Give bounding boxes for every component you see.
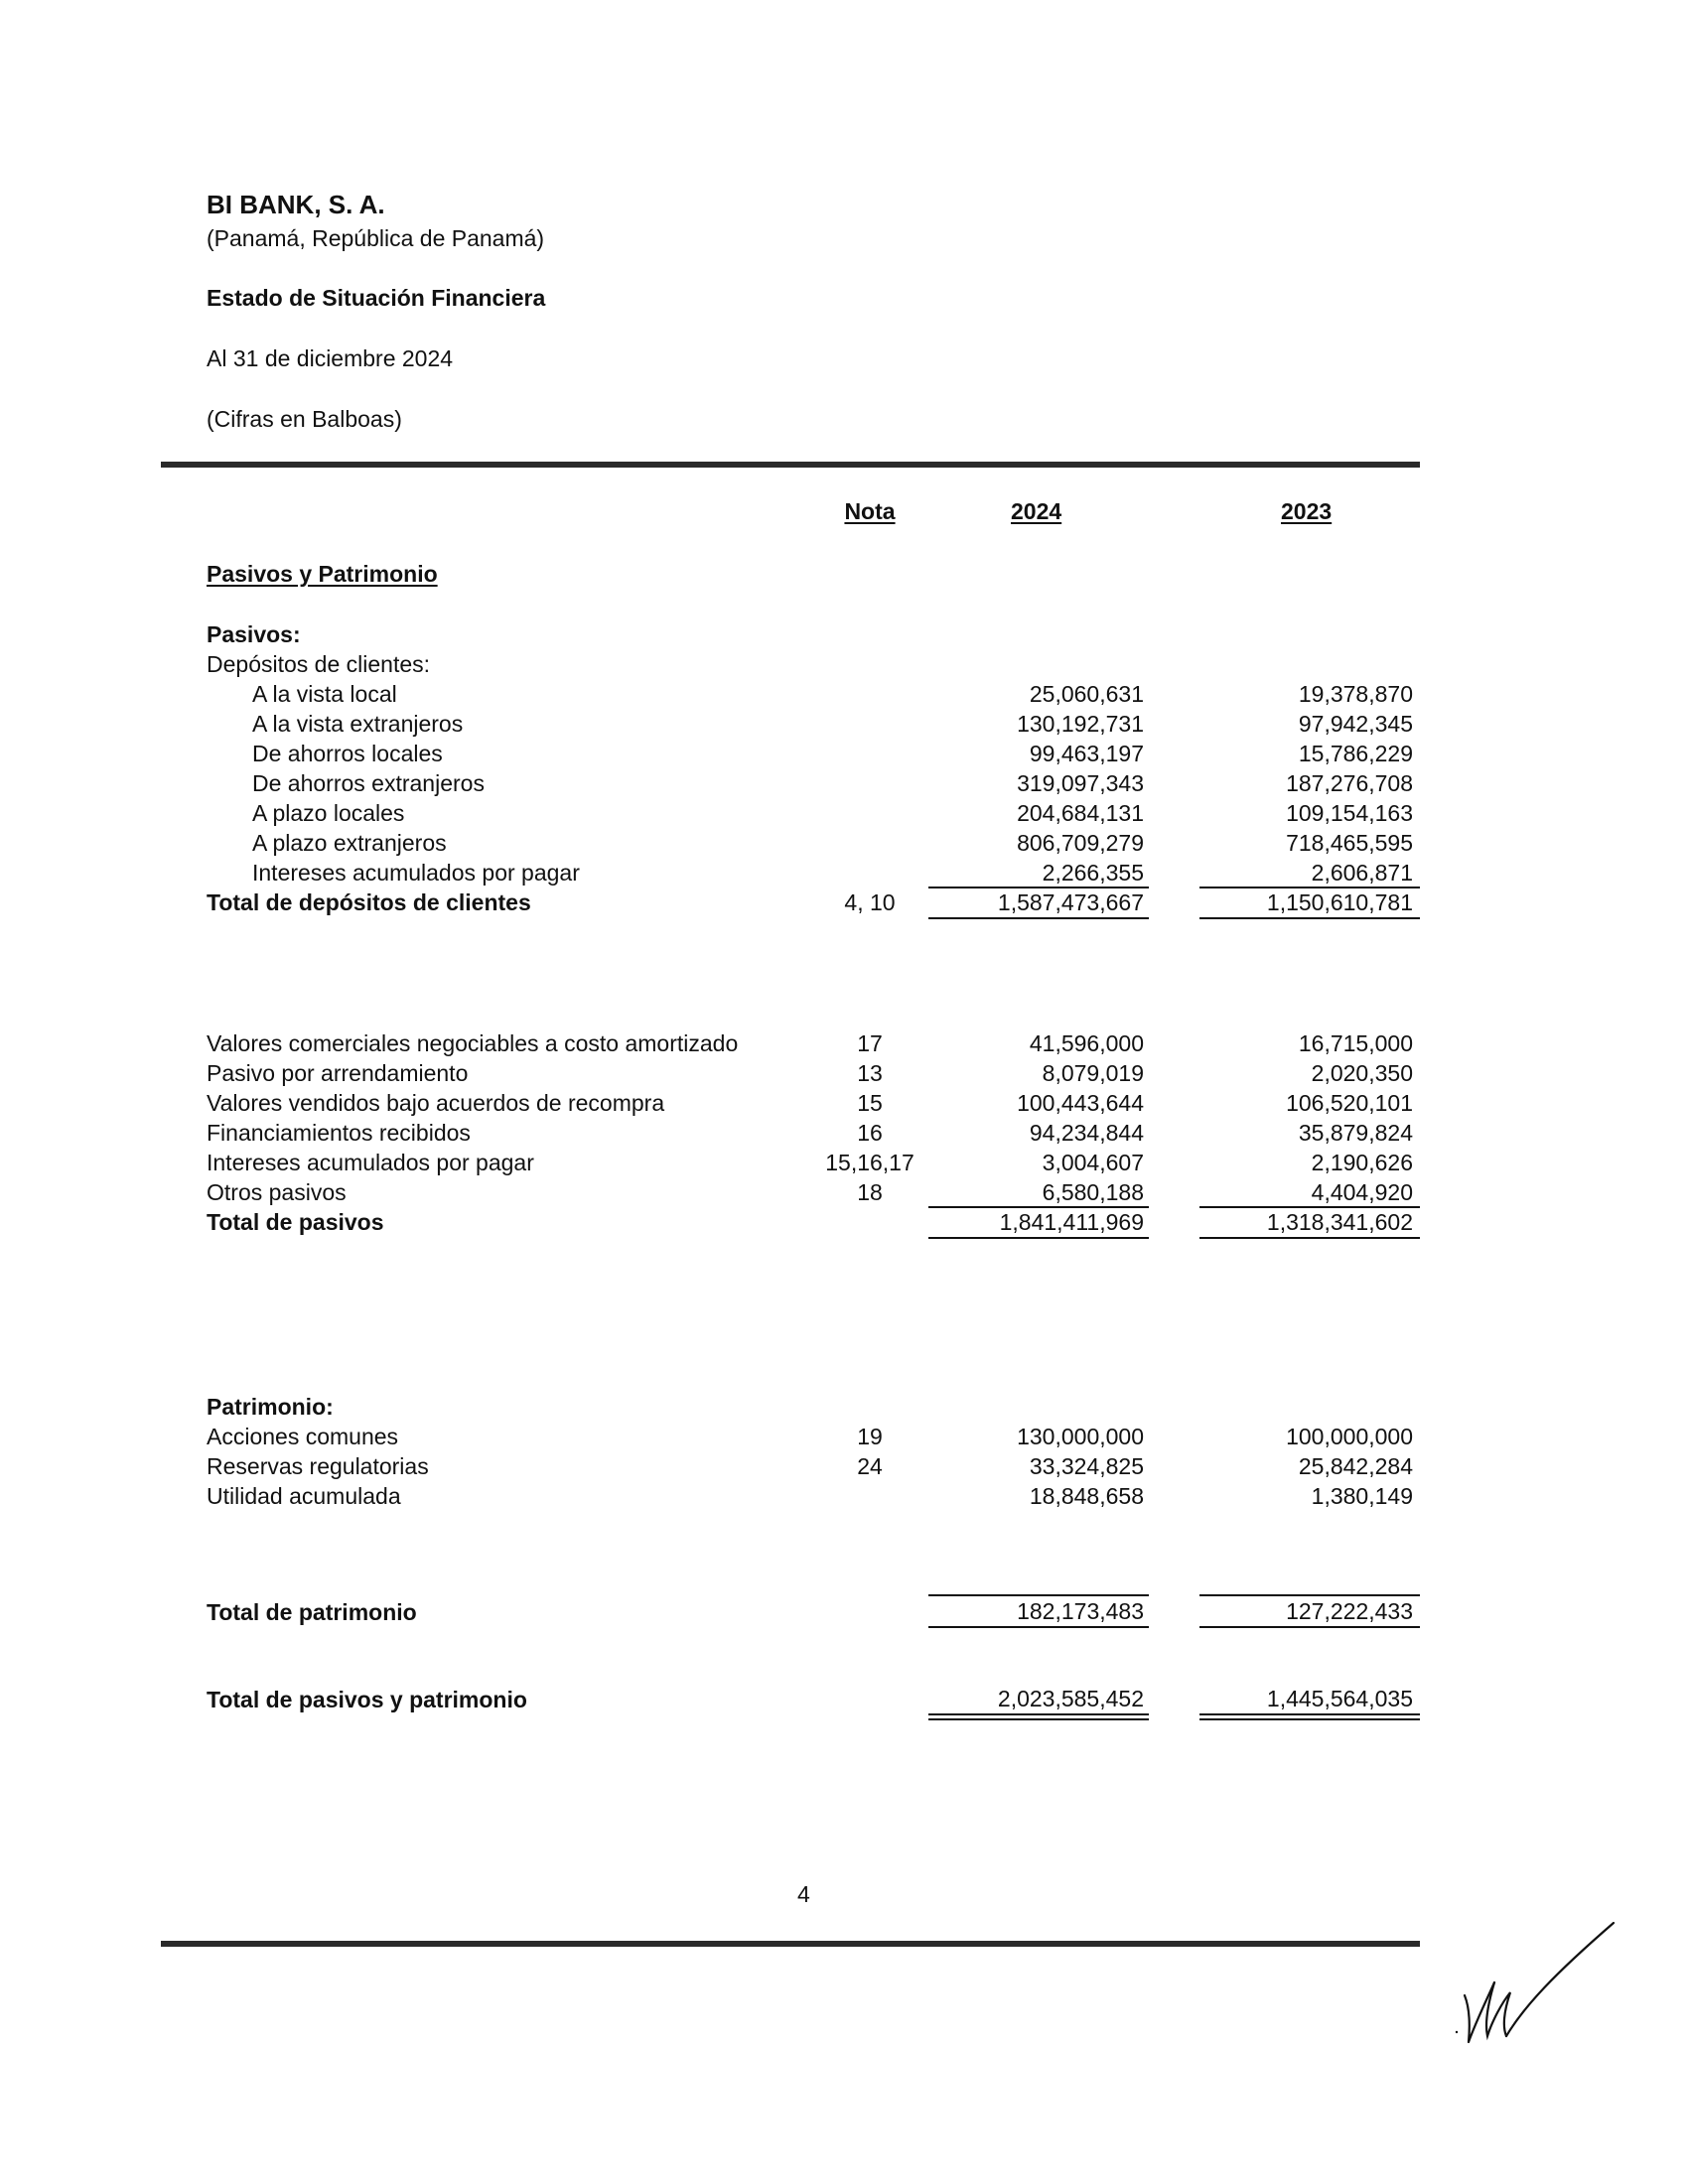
column-header-nota: Nota (844, 498, 896, 524)
value-2024: 806,709,279 (1017, 830, 1144, 856)
row-label: Total de pasivos (207, 1209, 384, 1235)
page-number: 4 (797, 1881, 810, 1907)
value-2023: 1,150,610,781 (1266, 889, 1413, 915)
row-label: A la vista local (252, 681, 397, 707)
total-rule-2024 (928, 1237, 1149, 1239)
row-label: A plazo locales (252, 800, 405, 826)
value-2023: 187,276,708 (1286, 770, 1413, 796)
value-2023: 15,786,229 (1298, 741, 1413, 766)
nota-ref: 24 (857, 1453, 883, 1479)
row-label: Total de pasivos y patrimonio (207, 1687, 527, 1712)
total-rule-2023 (1199, 1626, 1420, 1628)
row-label: Total de patrimonio (207, 1599, 417, 1625)
value-2023: 109,154,163 (1286, 800, 1413, 826)
row-label: De ahorros extranjeros (252, 770, 485, 796)
value-2024: 1,587,473,667 (997, 889, 1144, 915)
value-2023: 1,318,341,602 (1266, 1209, 1413, 1235)
nota-ref: 18 (857, 1179, 883, 1205)
nota-ref: 13 (857, 1060, 883, 1086)
value-2024: 2,266,355 (1042, 860, 1144, 886)
double-rule-2023-b (1199, 1718, 1420, 1720)
value-2023: 35,879,824 (1298, 1120, 1413, 1146)
value-2024: 8,079,019 (1042, 1060, 1144, 1086)
column-header-2024: 2024 (1011, 498, 1062, 524)
value-2024: 6,580,188 (1042, 1179, 1144, 1205)
value-2024: 94,234,844 (1029, 1120, 1144, 1146)
row-label: Reservas regulatorias (207, 1453, 429, 1479)
bottom-rule (161, 1941, 1420, 1947)
value-2024: 3,004,607 (1042, 1150, 1144, 1175)
row-label: Intereses acumulados por pagar (207, 1150, 534, 1175)
value-2024: 100,443,644 (1017, 1090, 1144, 1116)
value-2024: 1,841,411,969 (999, 1209, 1144, 1235)
column-header-2023: 2023 (1281, 498, 1333, 524)
value-2023: 718,465,595 (1286, 830, 1413, 856)
value-2023: 4,404,920 (1311, 1179, 1413, 1205)
nota-ref: 19 (857, 1424, 883, 1449)
value-2023: 106,520,101 (1286, 1090, 1413, 1116)
value-2024: 182,173,483 (1017, 1598, 1144, 1624)
row-label: Utilidad acumulada (207, 1483, 401, 1509)
nota-ref: 4, 10 (844, 889, 896, 915)
nota-ref: 15,16,17 (825, 1150, 914, 1175)
row-label: De ahorros locales (252, 741, 443, 766)
total-rule-2023 (1199, 917, 1420, 919)
value-2023: 2,020,350 (1311, 1060, 1413, 1086)
row-label: Valores vendidos bajo acuerdos de recompra (207, 1090, 665, 1116)
pasivos-heading: Pasivos: (207, 621, 301, 647)
deposits-heading: Depósitos de clientes: (207, 651, 431, 677)
value-2023: 2,606,871 (1311, 860, 1413, 886)
row-label: Financiamientos recibidos (207, 1120, 471, 1146)
top-rule (161, 462, 1420, 468)
value-2023: 19,378,870 (1298, 681, 1413, 707)
company-location: (Panamá, República de Panamá) (207, 225, 545, 251)
total-rule-2024 (928, 1626, 1149, 1628)
row-label: A plazo extranjeros (252, 830, 447, 856)
row-label: Pasivo por arrendamiento (207, 1060, 469, 1086)
value-2024: 2,023,585,452 (997, 1686, 1144, 1711)
value-2024: 41,596,000 (1029, 1030, 1144, 1056)
value-2023: 16,715,000 (1298, 1030, 1413, 1056)
double-rule-2024-b (928, 1718, 1149, 1720)
value-2023: 127,222,433 (1286, 1598, 1413, 1624)
currency-note: (Cifras en Balboas) (207, 406, 402, 432)
patrimonio-heading: Patrimonio: (207, 1394, 334, 1420)
value-2024: 130,192,731 (1017, 711, 1144, 737)
section-title: Pasivos y Patrimonio (207, 561, 438, 587)
value-2023: 100,000,000 (1286, 1424, 1413, 1449)
value-2023: 1,380,149 (1311, 1483, 1413, 1509)
double-rule-2023-a (1199, 1713, 1420, 1715)
total-rule-2024 (928, 917, 1149, 919)
row-label: Otros pasivos (207, 1179, 347, 1205)
row-label: Valores comerciales negociables a costo amortizado (207, 1030, 739, 1056)
row-label: A la vista extranjeros (252, 711, 464, 737)
value-2023: 2,190,626 (1311, 1150, 1413, 1175)
value-2024: 25,060,631 (1029, 681, 1144, 707)
value-2024: 99,463,197 (1029, 741, 1144, 766)
double-rule-2024-a (928, 1713, 1149, 1715)
row-label: Total de depósitos de clientes (207, 889, 531, 915)
value-2024: 33,324,825 (1029, 1453, 1144, 1479)
value-2024: 319,097,343 (1017, 770, 1144, 796)
value-2024: 130,000,000 (1017, 1424, 1144, 1449)
row-label: Acciones comunes (207, 1424, 399, 1449)
value-2023: 1,445,564,035 (1266, 1686, 1413, 1711)
value-2024: 204,684,131 (1017, 800, 1144, 826)
total-rule-2023 (1199, 1237, 1420, 1239)
value-2024: 18,848,658 (1029, 1483, 1144, 1509)
nota-ref: 17 (857, 1030, 883, 1056)
value-2023: 25,842,284 (1298, 1453, 1413, 1479)
company-name: BI BANK, S. A. (207, 190, 385, 219)
signature-mark (1455, 1911, 1643, 2050)
nota-ref: 16 (857, 1120, 883, 1146)
statement-date: Al 31 de diciembre 2024 (207, 345, 454, 371)
value-2023: 97,942,345 (1298, 711, 1413, 737)
statement-title: Estado de Situación Financiera (207, 285, 546, 311)
nota-ref: 15 (857, 1090, 883, 1116)
row-label: Intereses acumulados por pagar (252, 860, 580, 886)
